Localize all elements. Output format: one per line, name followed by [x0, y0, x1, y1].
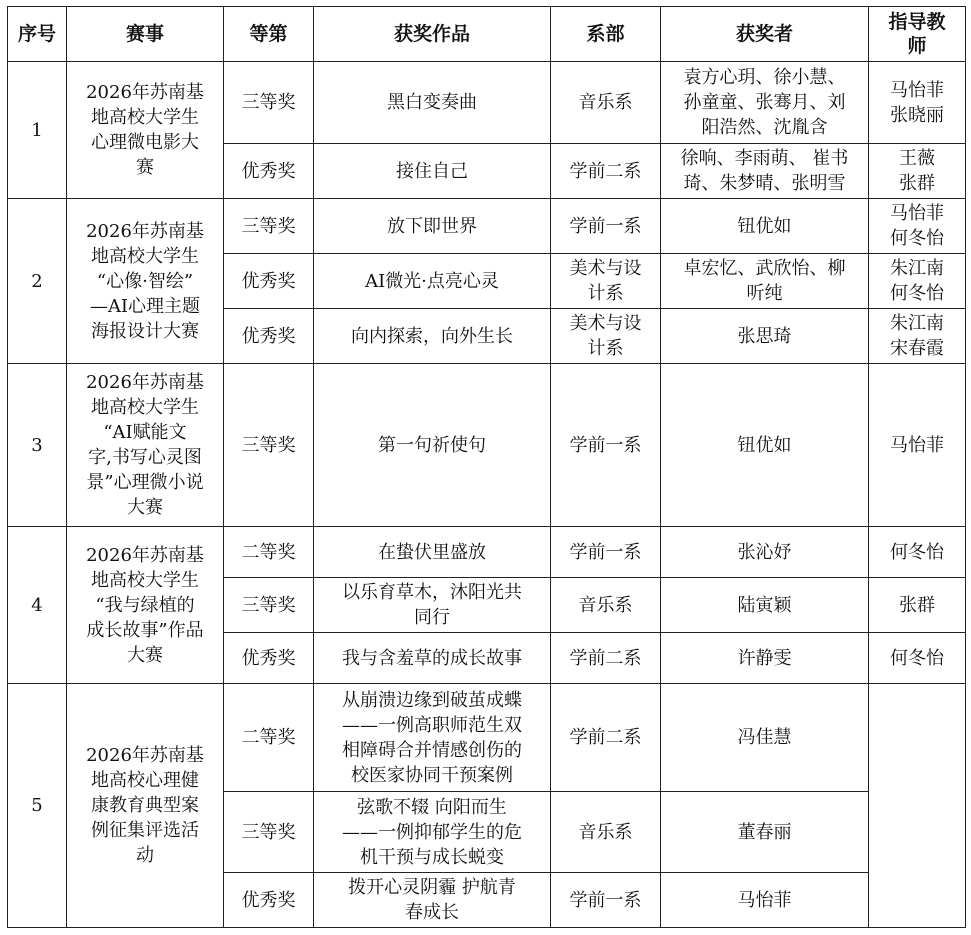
event-cell: 2026年苏南基 地高校大学生 “AI赋能文 字,书写心灵图 景”心理微小说 大赛 — [67, 364, 224, 527]
work-cell: 我与含羞草的成长故事 — [314, 633, 551, 684]
seq-cell: 1 — [8, 62, 67, 199]
advisor-cell: 朱江南 宋春霞 — [869, 309, 966, 364]
table-row — [8, 684, 966, 792]
dept-cell: 音乐系 — [551, 792, 661, 873]
work-cell: 拨开心灵阴霾 护航青 春成长 — [314, 873, 551, 928]
table-row — [8, 199, 966, 254]
dept-cell: 学前一系 — [551, 199, 661, 254]
dept-cell: 美术与设 计系 — [551, 309, 661, 364]
advisor-cell: 何冬怡 — [869, 633, 966, 684]
header-event: 赛事 — [67, 7, 224, 62]
header-advisor: 指导教 师 — [869, 7, 966, 62]
grade-cell: 二等奖 — [224, 684, 314, 792]
dept-cell: 音乐系 — [551, 578, 661, 633]
winners-cell: 陆寅颖 — [661, 578, 869, 633]
header-row — [8, 7, 966, 62]
advisor-cell: 何冬怡 — [869, 527, 966, 578]
work-cell: 接住自己 — [314, 144, 551, 199]
work-cell: 向内探索，向外生长 — [314, 309, 551, 364]
seq-cell: 2 — [8, 199, 67, 364]
advisor-cell: 朱江南 何冬怡 — [869, 254, 966, 309]
event-cell: 2026年苏南基 地高校心理健 康教育典型案 例征集评选活 动 — [67, 684, 224, 928]
dept-cell: 学前一系 — [551, 527, 661, 578]
header-work: 获奖作品 — [314, 7, 551, 62]
winners-cell: 袁方心玥、徐小慧、 孙童童、张骞月、刘 阳浩然、沈胤含 — [661, 62, 869, 144]
winners-cell: 冯佳慧 — [661, 684, 869, 792]
grade-cell: 三等奖 — [224, 62, 314, 144]
winners-cell: 许静雯 — [661, 633, 869, 684]
work-cell: AI微光·点亮心灵 — [314, 254, 551, 309]
winners-cell: 张思琦 — [661, 309, 869, 364]
dept-cell: 美术与设 计系 — [551, 254, 661, 309]
winners-cell: 卓宏忆、武欣怡、柳 听纯 — [661, 254, 869, 309]
work-cell: 第一句祈使句 — [314, 364, 551, 527]
grade-cell: 二等奖 — [224, 527, 314, 578]
table-row — [8, 527, 966, 578]
advisor-cell — [869, 684, 966, 928]
awards-table — [7, 6, 966, 928]
seq-cell: 3 — [8, 364, 67, 527]
work-cell: 黑白变奏曲 — [314, 62, 551, 144]
work-cell: 弦歌不辍 向阳而生 ——一例抑郁学生的危 机干预与成长蜕变 — [314, 792, 551, 873]
advisor-cell: 王薇 张群 — [869, 144, 966, 199]
dept-cell: 学前一系 — [551, 364, 661, 527]
work-cell: 在蛰伏里盛放 — [314, 527, 551, 578]
header-dept: 系部 — [551, 7, 661, 62]
grade-cell: 三等奖 — [224, 364, 314, 527]
grade-cell: 优秀奖 — [224, 633, 314, 684]
table-row — [8, 364, 966, 527]
grade-cell: 三等奖 — [224, 792, 314, 873]
table-row — [8, 62, 966, 144]
header-winners: 获奖者 — [661, 7, 869, 62]
advisor-cell: 马怡菲 何冬怡 — [869, 199, 966, 254]
advisor-cell: 张群 — [869, 578, 966, 633]
grade-cell: 优秀奖 — [224, 873, 314, 928]
winners-cell: 董春丽 — [661, 792, 869, 873]
advisor-cell: 马怡菲 张晓丽 — [869, 62, 966, 144]
event-cell: 2026年苏南基 地高校大学生 “我与绿植的 成长故事”作品 大赛 — [67, 527, 224, 684]
winners-cell: 钮优如 — [661, 199, 869, 254]
grade-cell: 优秀奖 — [224, 254, 314, 309]
header-grade: 等第 — [224, 7, 314, 62]
seq-cell: 4 — [8, 527, 67, 684]
work-cell: 从崩溃边缘到破茧成蝶 ——一例高职师范生双 相障碍合并情感创伤的 校医家协同干预案例 — [314, 684, 551, 792]
dept-cell: 学前一系 — [551, 873, 661, 928]
header-seq: 序号 — [8, 7, 67, 62]
work-cell: 放下即世界 — [314, 199, 551, 254]
grade-cell: 三等奖 — [224, 578, 314, 633]
dept-cell: 学前二系 — [551, 144, 661, 199]
grade-cell: 三等奖 — [224, 199, 314, 254]
seq-cell: 5 — [8, 684, 67, 928]
dept-cell: 学前二系 — [551, 684, 661, 792]
winners-cell: 马怡菲 — [661, 873, 869, 928]
winners-cell: 张沁妤 — [661, 527, 869, 578]
work-cell: 以乐育草木，沐阳光共 同行 — [314, 578, 551, 633]
grade-cell: 优秀奖 — [224, 144, 314, 199]
winners-cell: 钮优如 — [661, 364, 869, 527]
grade-cell: 优秀奖 — [224, 309, 314, 364]
event-cell: 2026年苏南基 地高校大学生 “心像·智绘” —AI心理主题 海报设计大赛 — [67, 199, 224, 364]
dept-cell: 学前二系 — [551, 633, 661, 684]
dept-cell: 音乐系 — [551, 62, 661, 144]
advisor-cell: 马怡菲 — [869, 364, 966, 527]
winners-cell: 徐响、李雨萌、 崔书 琦、朱梦晴、张明雪 — [661, 144, 869, 199]
event-cell: 2026年苏南基 地高校大学生 心理微电影大 赛 — [67, 62, 224, 199]
